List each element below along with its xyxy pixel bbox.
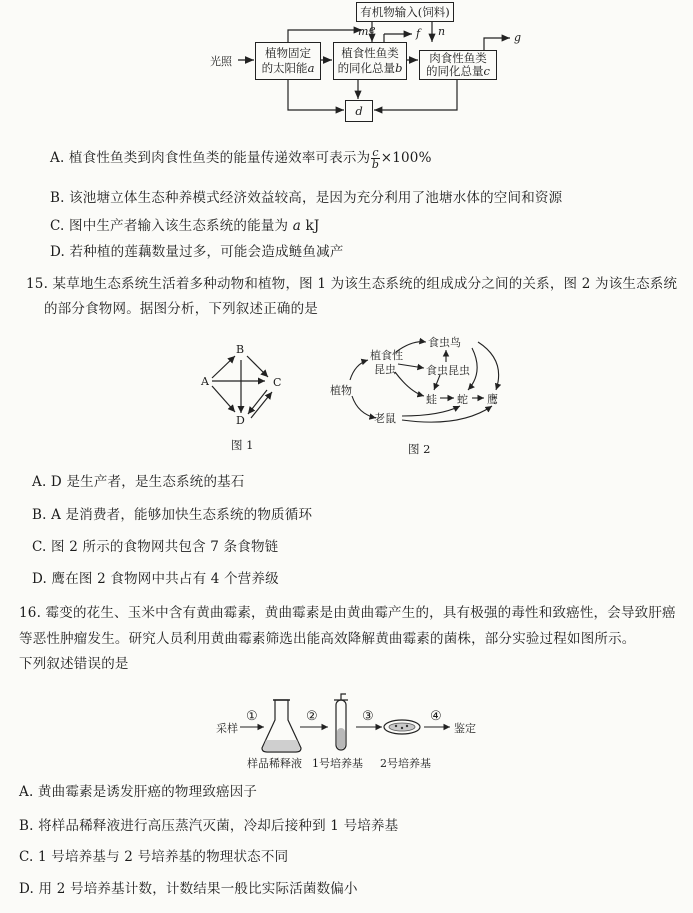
herbivorous-fish-line2: 的同化总量 [337,61,396,75]
food-web-plant: 植物 [330,384,352,397]
producer-line2: 的太阳能 [261,61,308,75]
q16-stem-line3: 下列叙述错误的是 [19,656,129,672]
experiment-medium-2: 2号培养基 [380,757,431,770]
q16-option-d: D. 用 2 号培养基计数，计数结果一般比实际活菌数偏小 [19,881,358,897]
q16-option-c: C. 1 号培养基与 2 号培养基的物理状态不同 [19,849,289,865]
experiment-step-2: ② [306,709,318,724]
sunlight-label: 光照 [210,55,232,68]
food-web-herbivorous-insect-line2: 昆虫 [374,363,396,376]
label-m: m [358,25,369,38]
experiment-step-4: ④ [430,709,442,724]
q14-option-d: D. 若种植的莲藕数量过多，可能会造成鲢鱼减产 [50,244,344,260]
figure-1-node-b: B [236,343,245,356]
figure-1-node-a: A [201,375,209,388]
carnivorous-fish-line1: 肉食性鱼类 [429,51,487,65]
food-web-herbivorous-insect-line1: 植食性 [370,349,403,362]
q14-option-c-var: a [292,218,301,234]
experiment-identify: 鉴定 [454,722,476,735]
q14-option-a-text: A. 植食性鱼类到肉食性鱼类的能量传递效率可表示为 [50,150,371,166]
q14-option-c-unit: kJ [305,218,320,234]
food-web-frog: 蛙 [426,393,437,406]
label-f: f [416,27,421,40]
carnivorous-fish-var: c [483,64,490,78]
q15-option-b: B. A 是消费者，能够加快生态系统的物质循环 [32,507,313,523]
experiment-flask-label: 样品稀释液 [247,757,302,770]
fraction-numerator: c [372,146,379,159]
carnivorous-fish-line2: 的同化总量 [426,64,484,78]
figure-1-node-d: D [236,414,245,427]
q14-option-b: B. 该池塘立体生态种养模式经济效益较高，是因为充分利用了池塘水体的空间和资源 [50,190,563,206]
q16-option-a: A. 黄曲霉素是诱发肝癌的物理致癌因子 [19,784,258,800]
q16-option-b: B. 将样品稀释液进行高压蒸汽灭菌，冷却后接种到 1 号培养基 [19,818,399,834]
producer-line1: 植物固定 [265,46,311,60]
q14-option-a-suffix: ×100% [380,150,432,166]
food-web-insectivorous-insect: 食虫昆虫 [426,364,470,377]
experiment-step-1: ① [246,709,258,724]
herbivorous-fish-var: b [395,61,403,75]
food-web-snake: 蛇 [457,393,468,406]
experiment-sampling: 采样 [216,722,238,735]
food-web-mouse: 老鼠 [374,412,396,425]
q16-stem-line1: 16. 霉变的花生、玉米中含有黄曲霉素，黄曲霉素是由黄曲霉产生的，具有极强的毒性和致癌性，会导致肝癌 [19,605,676,621]
food-web-hawk: 鹰 [487,393,498,406]
figure-1-caption: 图 1 [231,438,254,452]
producer-var: a [307,61,315,75]
q15-option-c: C. 图 2 所示的食物网共包含 7 条食物链 [32,539,279,555]
figure-1-node-c: C [273,376,282,389]
label-n: n [438,25,446,38]
experiment-medium-1: 1号培养基 [312,757,363,770]
q15-option-d: D. 鹰在图 2 食物网中共占有 4 个营养级 [32,571,279,587]
food-web-insectivorous-bird: 食虫鸟 [428,336,461,349]
q15-stem-line1: 15. 某草地生态系统生活着多种动物和植物，图 1 为该生态系统的组成成分之间的关系，图 2 为该生态系统 [26,276,678,292]
q15-stem-line2: 的部分食物网。据图分析，下列叙述正确的是 [44,301,318,317]
q14-option-c-text: C. 图中生产者输入该生态系统的能量为 [50,218,289,234]
q16-stem-line2: 等恶性肿瘤发生。研究人员利用黄曲霉素筛选出能高效降解黄曲霉素的菌株，部分实验过程如图所示。 [19,631,636,647]
figure-2-caption: 图 2 [408,442,431,456]
experiment-step-3: ③ [362,709,374,724]
label-g: g [514,31,522,44]
label-e: e [369,23,376,36]
organic-input-label: 有机物输入(饲料) [360,4,450,19]
decomposer-var: d [355,103,363,118]
q15-option-a: A. D 是生产者，是生态系统的基石 [32,474,245,490]
herbivorous-fish-line1: 植食性鱼类 [341,46,399,60]
fraction-denominator: b [371,158,380,171]
